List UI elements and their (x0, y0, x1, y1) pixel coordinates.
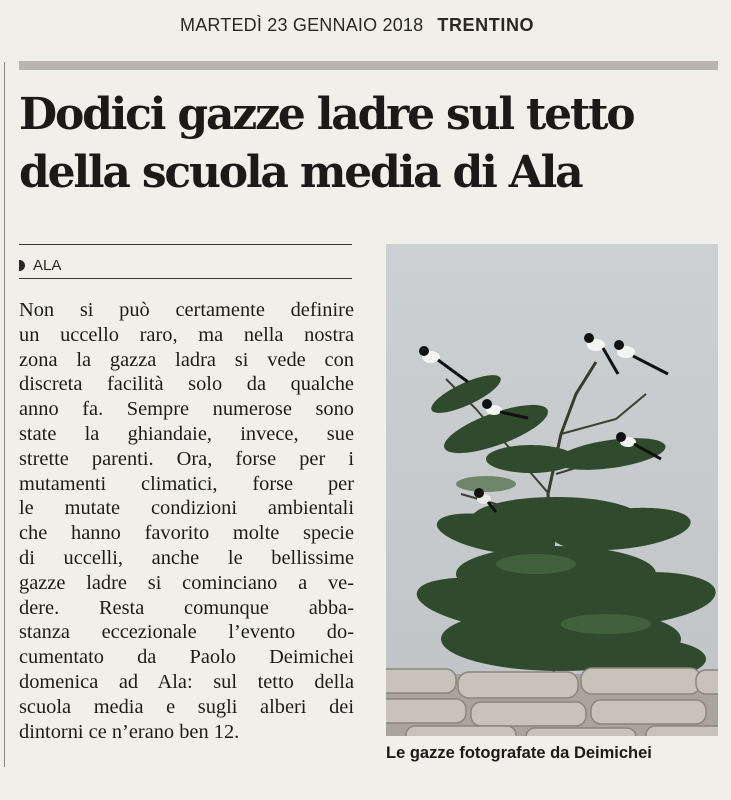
article-headline (19, 86, 719, 202)
body-line: le mutate condizioni ambientali (19, 497, 354, 520)
page-header (180, 15, 610, 36)
dateline (19, 255, 61, 275)
header-divider-bar (19, 61, 718, 70)
body-line: Non si può certamente definire (19, 299, 354, 321)
location-rule-top (19, 244, 352, 245)
body-line: dere. Resta comunque abba- (19, 596, 354, 619)
body-line: state la ghiandaie, invece, sue (19, 422, 354, 445)
dateline-location: ALA (33, 256, 62, 274)
article-photo (386, 244, 718, 736)
body-line: anno fa. Sempre numerose sono (19, 398, 354, 421)
headline-line-1: Dodici gazze ladre sul tetto (19, 89, 634, 140)
body-line: discreta facilità solo da qualche (19, 373, 354, 396)
location-rule-bottom (19, 278, 352, 279)
body-line: mutamenti climatici, forse per (19, 472, 354, 495)
body-line: un uccello raro, ma nella nostra (19, 323, 354, 346)
body-line: scuola media e sugli alberi dei (19, 695, 354, 718)
body-line: che hanno favorito molte specie (19, 522, 354, 545)
body-line: dintorni ce n’erano ben 12. (19, 720, 240, 743)
body-line: zona la gazza ladra si vede con (19, 348, 354, 371)
magpies-on-fir-tree-photo (386, 244, 718, 736)
photo-caption: Le gazze fotografate da Deimichei (386, 744, 652, 762)
issue-date: MARTEDÌ 23 GENNAIO 2018 (180, 15, 424, 35)
body-line: domenica ad Ala: sul tetto della (19, 670, 354, 693)
left-column-rule (4, 62, 5, 767)
body-line: cumentato da Paolo Deimichei (19, 646, 354, 669)
body-line: stanza eccezionale l’evento do- (19, 621, 354, 644)
body-line: strette parenti. Ora, forse per i (19, 447, 354, 470)
body-line: di uccelli, anche le bellissime (19, 546, 354, 569)
article-body (19, 298, 354, 744)
headline-line-2: della scuola media di Ala (19, 147, 582, 198)
dateline-marker-icon (19, 260, 25, 271)
body-line: gazze ladre si cominciano a ve- (19, 571, 354, 594)
section-name: TRENTINO (437, 15, 535, 35)
